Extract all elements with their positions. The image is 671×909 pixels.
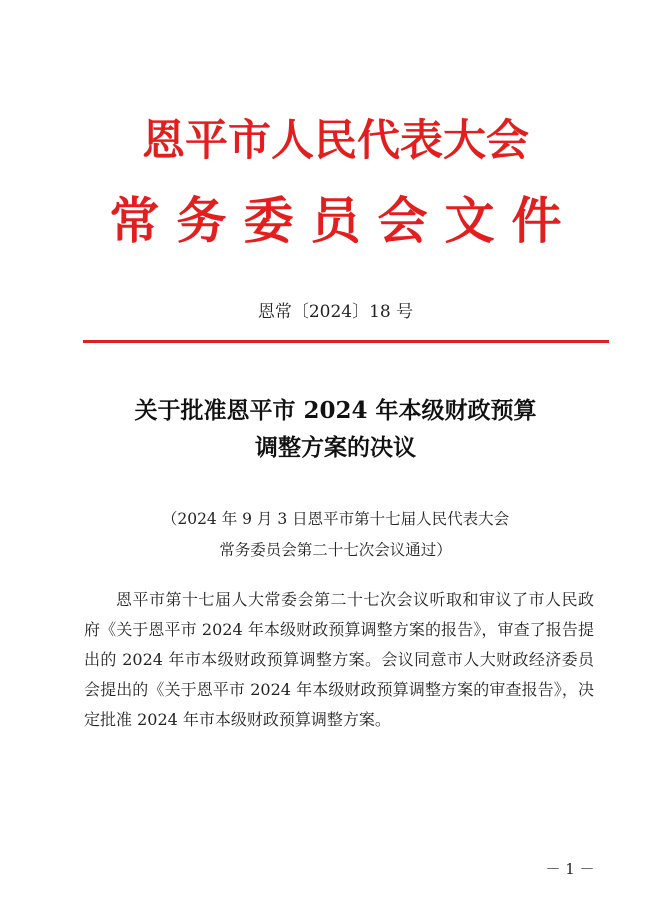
red-separator-line — [83, 340, 609, 343]
title-line-1: 关于批准恩平市 2024 年本级财政预算 — [134, 397, 537, 424]
title-line-2: 调整方案的决议 — [255, 434, 416, 461]
page-number: － 1 － — [545, 860, 595, 878]
document-type-heading: 常务委员会文件 — [109, 192, 579, 250]
document-title — [0, 392, 671, 466]
issuing-organ-name: 恩平市人民代表大会 — [142, 116, 529, 166]
resolution-body: 恩平市第十七届人大常委会第二十七次会议听取和审议了市人民政府《关于恩平市 2024 年本级财政预算调整方案的报告》，审查了报告提出的 2024 年市本级财政预算调整方案。会议同意市人大财政经济委员会提出的《关于恩平市 2024 年本级财政预算调整方案的审查报告》，决定批准 2024 年市本级财政预算调整方案。 — [84, 590, 594, 729]
document-number: 恩常〔2024〕18 号 — [257, 302, 414, 322]
adoption-note — [0, 504, 671, 566]
adoption-note-line-2: 常务委员会第二十七次会议通过） — [219, 541, 452, 559]
adoption-note-line-1: （2024 年 9 月 3 日恩平市第十七届人民代表大会 — [161, 510, 510, 528]
